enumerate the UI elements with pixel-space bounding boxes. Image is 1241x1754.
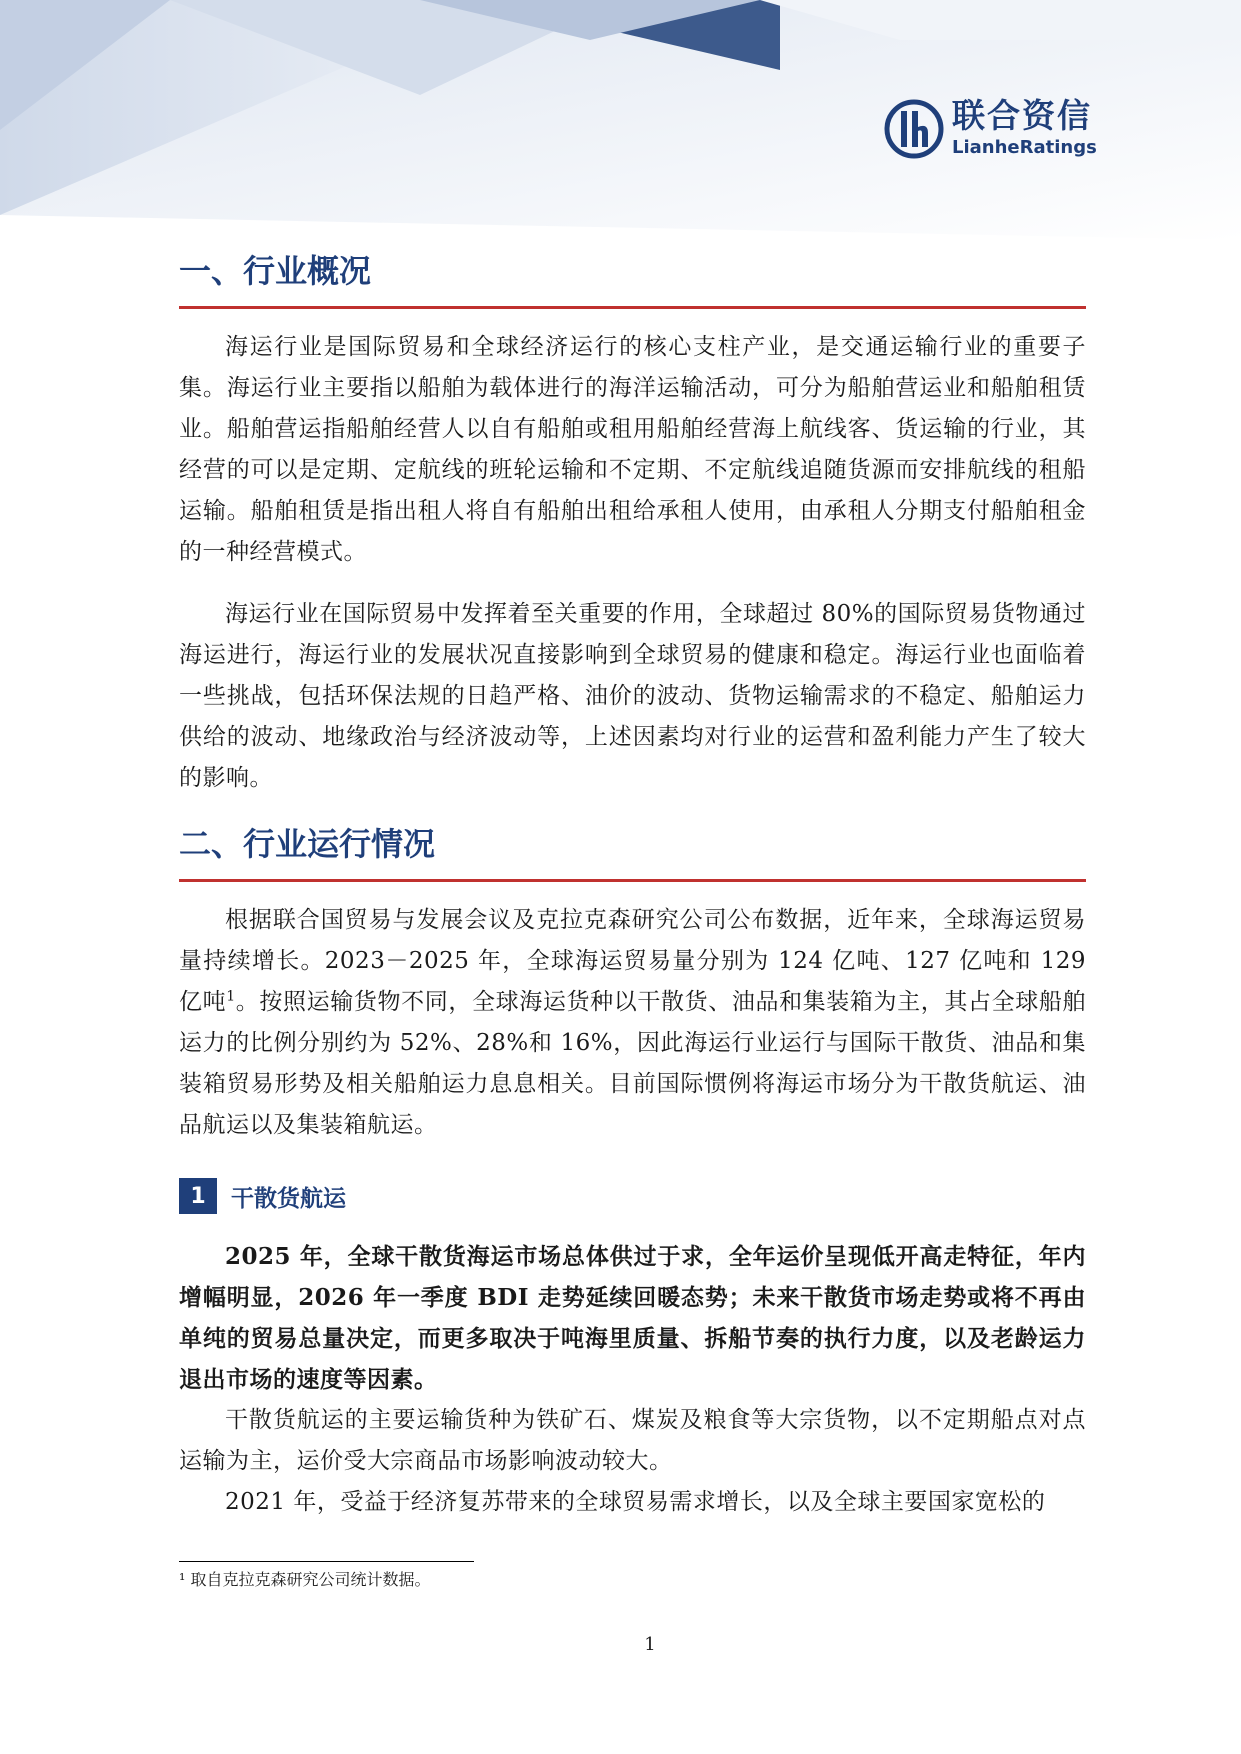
footnote-divider: [179, 1561, 474, 1562]
summary-paragraph: 2025 年，全球干散货海运市场总体供过于求，全年运价呈现低开高走特征，年内增幅明显，2026 年一季度 BDI 走势延续回暖态势；未来干散货市场走势或将不再由单纯的贸易总量决定，而更多取决于吨海里质量、拆船节奏的执行力度，以及老龄运力退出市场的速度等因素。: [179, 1243, 1086, 1393]
paragraph: 根据联合国贸易与发展会议及克拉克森研究公司公布数据，近年来，全球海运贸易量持续增长。2023－2025 年，全球海运贸易量分别为 124 亿吨、127 亿吨和 129 亿吨$^1$。按照运输货物不同，全球海运货种以干散货、油品和集装箱为主，其占全球船舶运力的比例分别约为 52%、28%和 16%，因此海运行业运行与国际干散货、油品和集装箱贸易形势及相关船舶运力息息相关。目前国际惯例将海运市场分为干散货航运、油品航运以及集装箱航运。: [179, 907, 1087, 1138]
paragraph: 海运行业在国际贸易中发挥着至关重要的作用，全球超过 80%的国际贸易货物通过海运进行，海运行业的发展状况直接影响到全球贸易的健康和稳定。海运行业也面临着一些挑战，包括环保法规的日趋严格、油价的波动、货物运输需求的不稳定、船舶运力供给的波动、地缘政治与经济波动等，上述因素均对行业的运营和盈利能力产生了较大的影响。: [179, 601, 1086, 791]
paragraph: 2021 年，受益于经济复苏带来的全球贸易需求增长，以及全球主要国家宽松的: [225, 1489, 1046, 1515]
section-heading-overview: 一、行业概况: [179, 246, 1086, 309]
footnote-marker[interactable]: 1: [226, 988, 236, 1005]
page-number: 1: [644, 1634, 656, 1655]
subsection-title: 干散货航运: [231, 1185, 346, 1212]
section-heading-operation: 二、行业运行情况: [179, 819, 1086, 882]
logo-text-en: LianheRatings: [952, 137, 1097, 158]
subsection-heading: [179, 1178, 1086, 1214]
subsection-number: 1: [179, 1178, 217, 1214]
paragraph: 海运行业是国际贸易和全球经济运行的核心支柱产业，是交通运输行业的重要子集。海运行业主要指以船舶为载体进行的海洋运输活动，可分为船舶营运业和船舶租赁业。船舶营运指船舶经营人以自有船舶或租用船舶经营海上航线客、货运输的行业，其经营的可以是定期、定航线的班轮运输和不定期、不定航线追随货源而安排航线的租船运输。船舶租赁是指出租人将自有船舶出租给承租人使用，由承租人分期支付船舶租金的一种经营模式。: [179, 334, 1086, 565]
company-logo: [884, 96, 1104, 162]
footnote: ¹ 取自克拉克森研究公司统计数据。: [179, 1570, 431, 1589]
paragraph: 干散货航运的主要运输货种为铁矿石、煤炭及粮食等大宗货物，以不定期船点对点运输为主，运价受大宗商品市场影响波动较大。: [179, 1407, 1086, 1474]
document-body: [179, 246, 1086, 1523]
logo-text-cn: 联合资信: [952, 96, 1092, 135]
lianhe-logo-icon: [884, 99, 944, 159]
